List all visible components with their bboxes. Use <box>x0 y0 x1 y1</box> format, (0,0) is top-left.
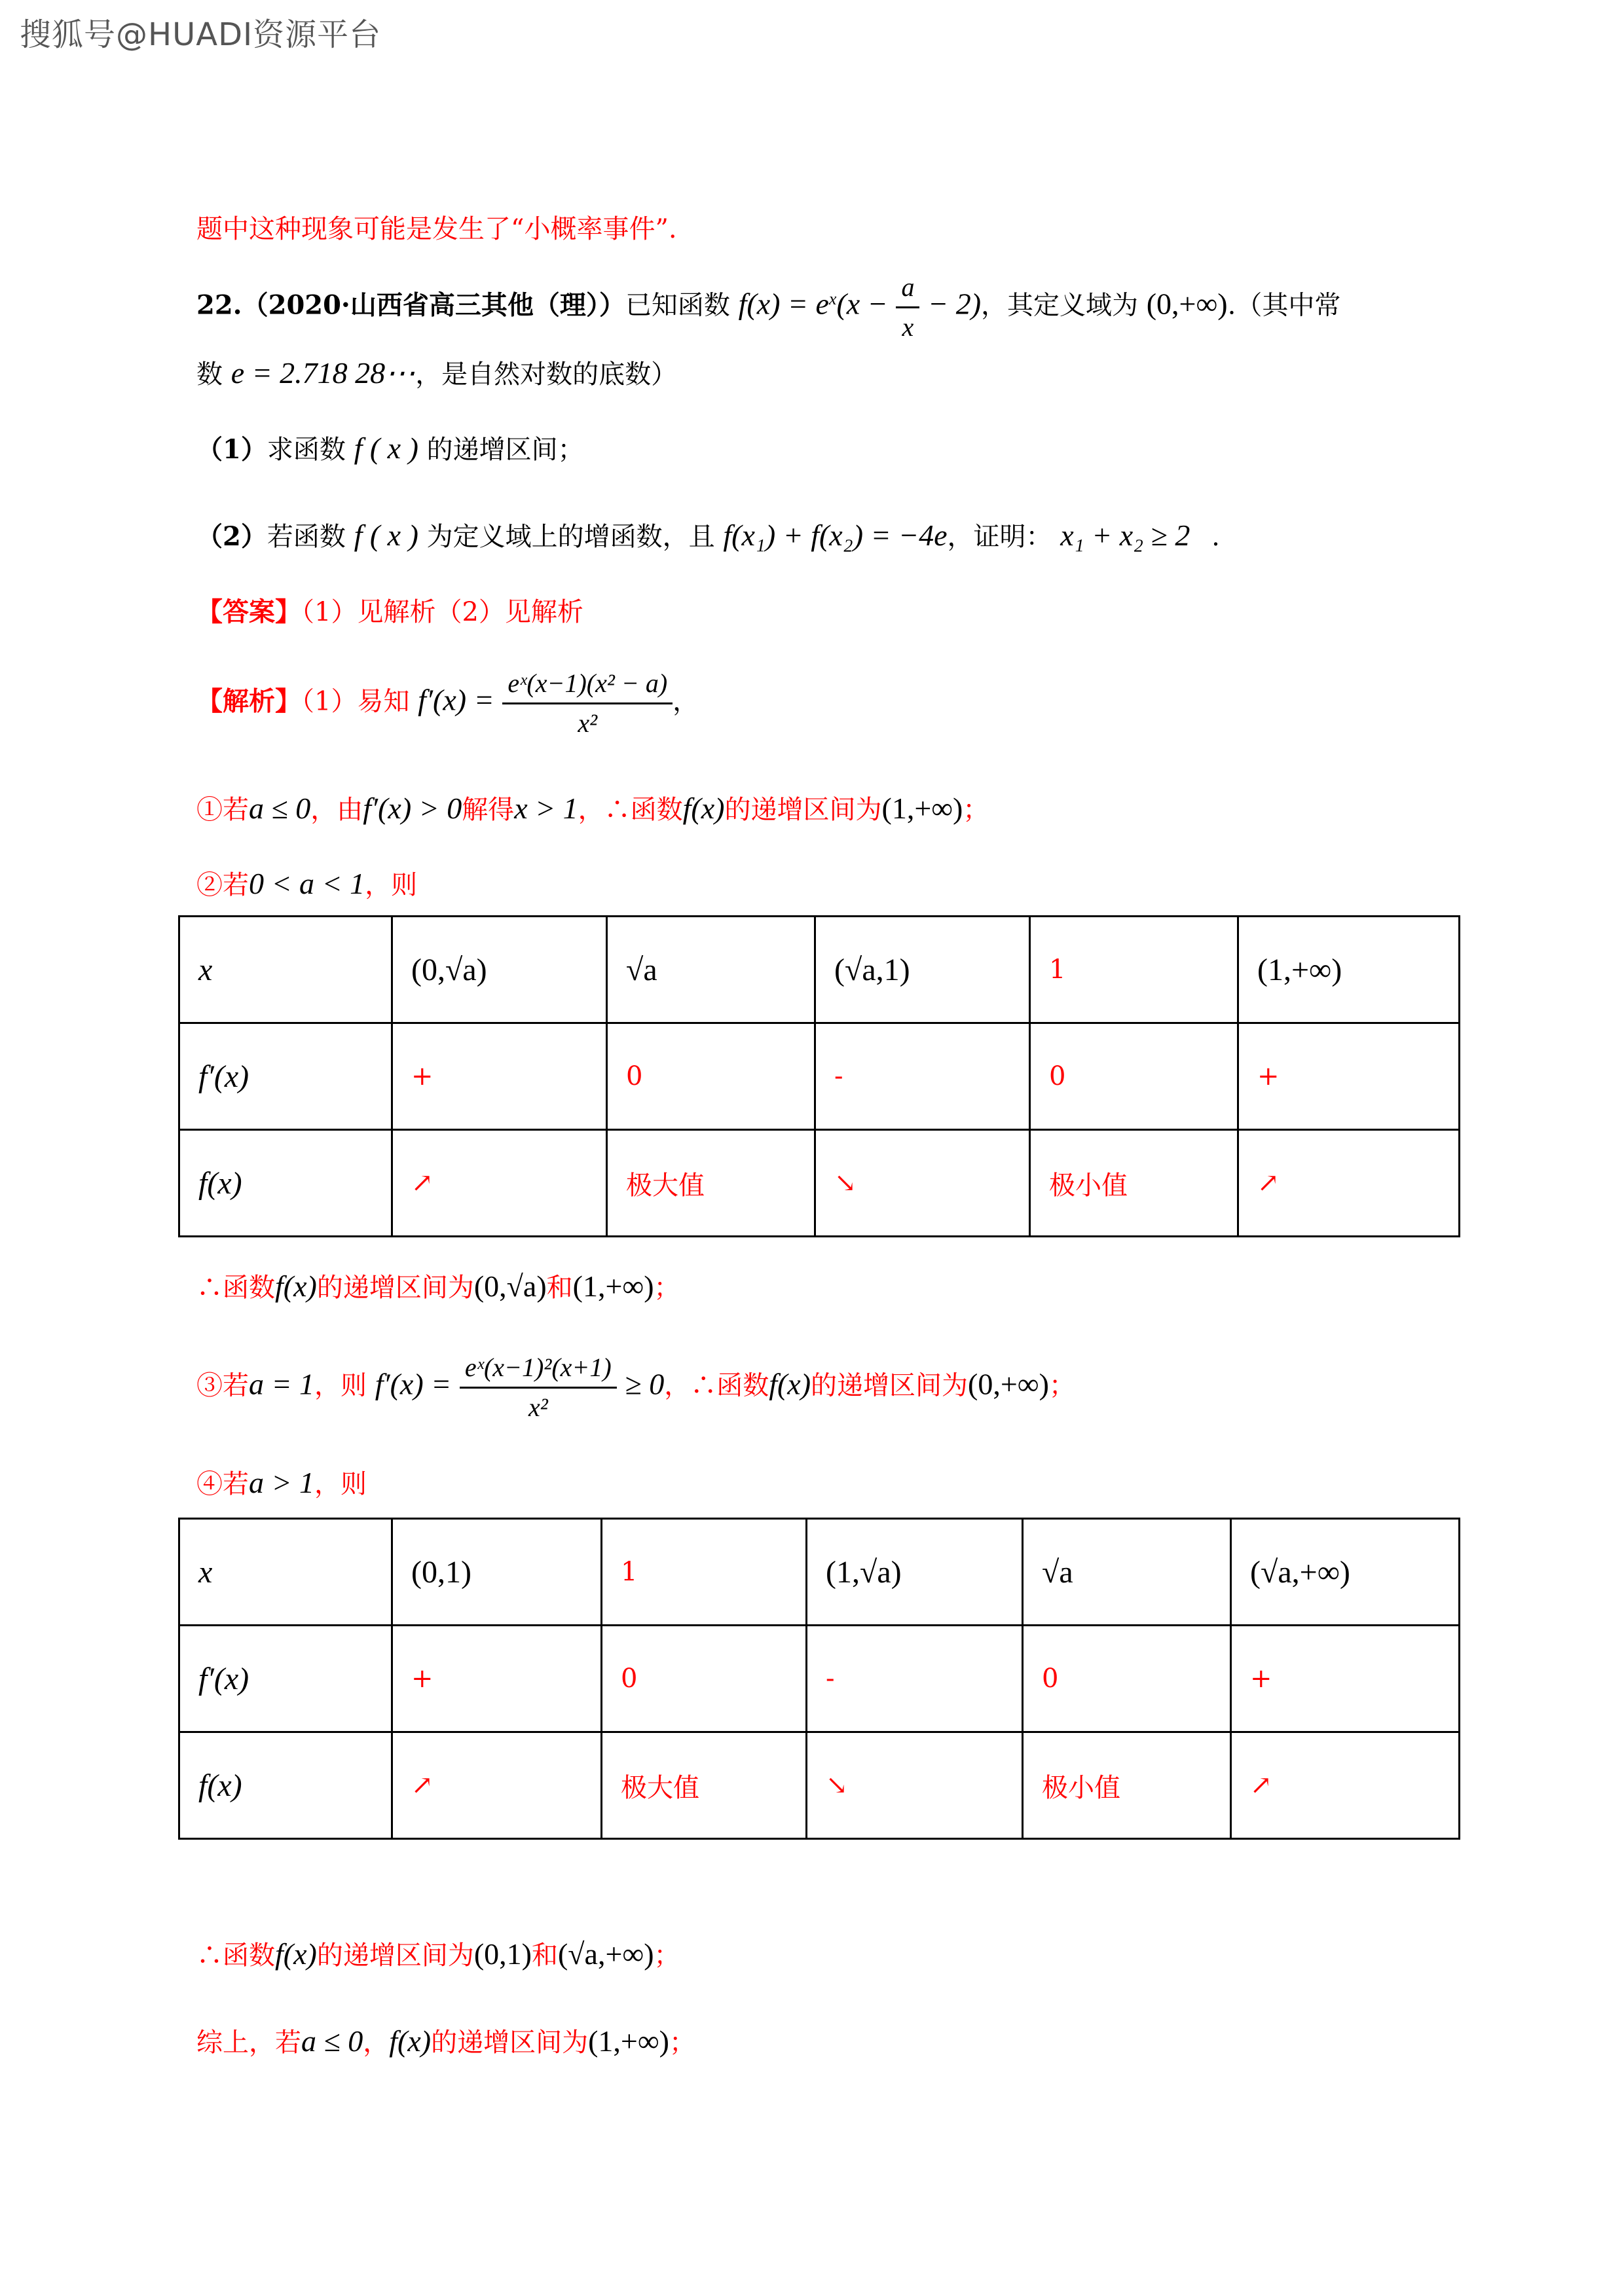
case2-end: ，则 <box>365 870 418 900</box>
derivative-denominator: x² <box>578 708 598 738</box>
case2-label: ②若 <box>196 870 249 900</box>
case4-end: ，则 <box>314 1469 367 1499</box>
case1-end: ； <box>963 795 989 825</box>
table1-header-function: f(x) <box>179 1130 392 1237</box>
problem-line2-b: ，是自然对数的底数） <box>415 359 678 390</box>
case3-denominator: x² <box>528 1393 548 1422</box>
derivative-lhs: f′(x) = <box>418 683 494 717</box>
table2-header-function: f(x) <box>179 1732 392 1839</box>
analysis-lead: （1）易知 <box>301 686 410 717</box>
table2-cell: 极大值 <box>602 1732 807 1839</box>
table2-cell: (1,√a) <box>807 1519 1023 1626</box>
case1-function: f(x) <box>682 792 725 825</box>
table2-header-derivative: f′(x) <box>179 1626 392 1732</box>
function-fraction <box>896 268 919 346</box>
case3-condition: a = 1 <box>249 1367 315 1401</box>
case3-text-a: ，则 <box>314 1370 367 1401</box>
problem-stem-b: ，其定义域为 <box>981 290 1139 321</box>
case1-solution: x > 1 <box>514 792 578 825</box>
summary-condition: a ≤ 0 <box>301 2024 363 2058</box>
sign-table-2 <box>178 1518 1460 1840</box>
derivative-numerator: eˣ(x−1)(x² − a) <box>502 665 673 704</box>
table2-row-x <box>179 1519 1460 1626</box>
table2-cell: √a <box>1023 1519 1231 1626</box>
table1-header-derivative: f′(x) <box>179 1023 392 1130</box>
e-value: e = 2.718 28⋯ <box>231 356 416 390</box>
case3-function: f(x) <box>769 1367 811 1401</box>
case2-result-interval-2: (1,+∞) <box>572 1269 654 1303</box>
summary-end: ； <box>669 2028 695 2058</box>
table2-cell: ↗ <box>392 1732 602 1839</box>
part2-text-a: 若函数 <box>267 522 346 552</box>
table2-cell: - <box>807 1626 1023 1732</box>
part-2 <box>196 516 1220 553</box>
part2-text-c: ，证明： <box>947 522 1052 552</box>
table2-cell: (0,1) <box>392 1519 602 1626</box>
case1-interval: (1,+∞) <box>881 792 963 825</box>
table1-row-derivative <box>179 1023 1460 1130</box>
case4-result-c: 和 <box>531 1941 558 1971</box>
function-exponent: x <box>828 289 837 309</box>
case3-label: ③若 <box>196 1370 249 1401</box>
problem-stem-c: .（其中常 <box>1227 290 1341 321</box>
answer-tag: 【答案】 <box>196 596 301 627</box>
table1-cell: ↗ <box>392 1130 607 1237</box>
table1-cell: 极小值 <box>1030 1130 1238 1237</box>
table1-cell: ↗ <box>1238 1130 1460 1237</box>
summary-interval: (1,+∞) <box>588 2024 669 2058</box>
case1-label: ①若 <box>196 795 249 825</box>
table2-cell: ↘ <box>807 1732 1023 1839</box>
part2-label: （2） <box>196 521 267 552</box>
case-4-result <box>196 1935 680 1972</box>
intro-line: 题中这种现象可能是发生了“小概率事件”. <box>196 214 677 244</box>
case4-result-interval-1: (0,1) <box>473 1937 532 1971</box>
table1-cell: 0 <box>1030 1023 1238 1130</box>
problem-line-1: 22.（2020·山西省高三其他（理））已知函数 $f(x) = e^x(x$ − $\frac{a}{x}$ − 2)，其定义域为 (0,+∞).（其中常 <box>196 268 1340 346</box>
part1-text-b: 的递增区间； <box>426 435 584 465</box>
table1-row-x <box>179 917 1460 1023</box>
part1-text-a: 求函数 <box>267 435 346 465</box>
table1-cell: + <box>1238 1023 1460 1130</box>
part2-end: . <box>1211 522 1220 552</box>
part1-function: f ( x ) <box>354 431 418 465</box>
case1-text-c: ，∴函数 <box>578 795 683 825</box>
case3-text-c: 的递增区间为 <box>811 1370 969 1401</box>
case2-result-c: 和 <box>546 1273 573 1303</box>
table2-cell: 1 <box>602 1519 807 1626</box>
case4-result-a: ∴函数 <box>196 1941 275 1971</box>
table2-header-x: x <box>179 1519 392 1626</box>
case1-text-a: ，由 <box>310 795 363 825</box>
table2-cell: 极小值 <box>1023 1732 1231 1839</box>
table1-header-x: x <box>179 917 392 1023</box>
table2-cell: 0 <box>1023 1626 1231 1732</box>
case-2 <box>196 864 417 902</box>
case2-result-interval-1: (0,√a) <box>473 1269 547 1303</box>
case-2-result <box>196 1267 680 1304</box>
derivative-end: ， <box>673 686 699 717</box>
case3-interval: (0,+∞) <box>968 1367 1049 1401</box>
problem-line-2 <box>196 354 677 391</box>
case3-text-b: ，∴函数 <box>664 1370 769 1401</box>
fraction-denominator: x <box>902 312 914 342</box>
table2-cell: (√a,+∞) <box>1231 1519 1460 1626</box>
function-lhs: f(x) = e <box>738 287 829 321</box>
table2-row-function <box>179 1732 1460 1839</box>
case4-condition: a > 1 <box>249 1466 315 1499</box>
case4-result-end: ； <box>654 1941 680 1971</box>
table1-cell: 极大值 <box>607 1130 815 1237</box>
problem-line2-a: 数 <box>196 359 223 390</box>
case4-result-interval-2: (√a,+∞) <box>557 1937 654 1971</box>
summary-function: f(x) <box>389 2024 432 2058</box>
case3-rhs: ≥ 0 <box>625 1367 665 1401</box>
table2-row-derivative <box>179 1626 1460 1732</box>
table1-cell: 0 <box>607 1023 815 1130</box>
part2-condition: f(x₁) + f(x₂) = −4e <box>723 519 948 552</box>
case3-numerator: eˣ(x−1)²(x+1) <box>460 1349 617 1389</box>
function-mid: (x − <box>836 287 888 321</box>
case1-text-d: 的递增区间为 <box>724 795 882 825</box>
function-end: − 2) <box>928 287 982 321</box>
table1-cell: + <box>392 1023 607 1130</box>
watermark: 搜狐号@HUADI资源平台 <box>20 16 382 53</box>
part2-function: f ( x ) <box>354 519 418 552</box>
table1-cell: 1 <box>1030 917 1238 1023</box>
summary-line <box>196 2022 695 2059</box>
table1-cell: (√a,1) <box>815 917 1030 1023</box>
summary-c: 的递增区间为 <box>431 2028 589 2058</box>
case2-result-a: ∴函数 <box>196 1273 275 1303</box>
case-3 <box>196 1349 1075 1427</box>
case3-end: ； <box>1048 1370 1075 1401</box>
summary-a: 综上，若 <box>196 2028 301 2058</box>
problem-number: 22 <box>196 289 233 321</box>
answer-line <box>196 591 583 629</box>
case-4 <box>196 1463 367 1501</box>
sign-table-1 <box>178 915 1460 1237</box>
case1-inequality: f′(x) > 0 <box>363 792 462 825</box>
case-1 <box>196 789 989 826</box>
table2-cell: ↗ <box>1231 1732 1460 1839</box>
part-1 <box>196 429 584 466</box>
answer-text: （1）见解析（2）见解析 <box>301 597 583 627</box>
derivative-fraction <box>502 665 673 742</box>
table1-cell: ↘ <box>815 1130 1030 1237</box>
case2-result-b: 的递增区间为 <box>316 1273 474 1303</box>
table2-cell: + <box>392 1626 602 1732</box>
case1-text-b: 解得 <box>462 795 515 825</box>
problem-stem-a: 已知函数 <box>625 290 730 321</box>
part1-label: （1） <box>196 434 267 465</box>
case1-condition: a ≤ 0 <box>249 792 311 825</box>
case2-result-end: ； <box>654 1273 680 1303</box>
case3-lhs: f′(x) = <box>375 1367 452 1401</box>
case2-result-function: f(x) <box>275 1269 317 1303</box>
table1-cell: - <box>815 1023 1030 1130</box>
table2-cell: + <box>1231 1626 1460 1732</box>
summary-b: ， <box>363 2028 390 2058</box>
analysis-tag: 【解析】 <box>196 685 301 717</box>
case4-result-function: f(x) <box>275 1937 317 1971</box>
case2-condition: 0 < a < 1 <box>249 867 365 900</box>
case4-label: ④若 <box>196 1469 249 1499</box>
table2-cell: 0 <box>602 1626 807 1732</box>
analysis-line <box>196 665 699 742</box>
table1-row-function <box>179 1130 1460 1237</box>
domain-interval: (0,+∞) <box>1146 287 1228 321</box>
table1-cell: √a <box>607 917 815 1023</box>
table1-cell: (1,+∞) <box>1238 917 1460 1023</box>
case3-fraction <box>460 1349 617 1427</box>
part2-text-b: 为定义域上的增函数，且 <box>426 522 715 552</box>
case4-result-b: 的递增区间为 <box>316 1941 474 1971</box>
problem-source: （2020·山西省高三其他（理）） <box>242 289 625 321</box>
fraction-numerator: a <box>896 268 919 308</box>
part2-goal: x₁ + x₂ ≥ 2 <box>1060 519 1190 552</box>
table1-cell: (0,√a) <box>392 917 607 1023</box>
